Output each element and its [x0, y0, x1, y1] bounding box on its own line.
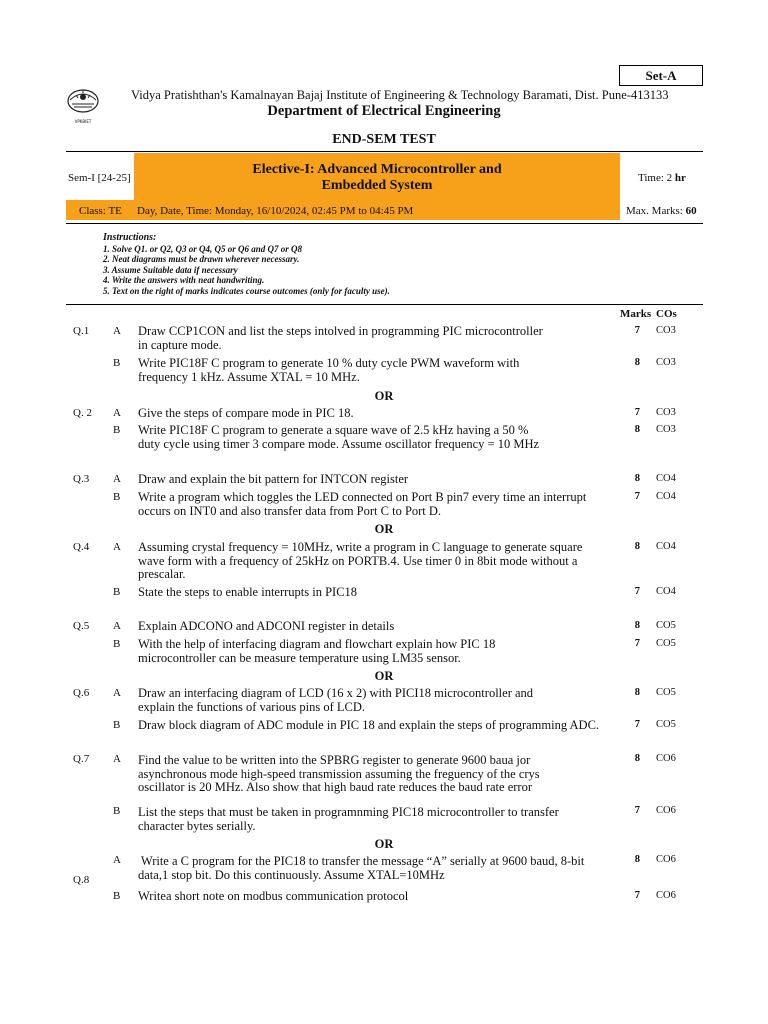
course-outcome: CO6: [656, 854, 676, 865]
divider: [66, 304, 703, 305]
question-marks: 8: [634, 473, 640, 484]
question-text: Write a program which toggles the LED connected on Port B pin7 every time an interrupt occurs on INT0 and also transfer data from Port C to Port D.: [138, 490, 587, 518]
question-text: Give the steps of compare mode in PIC 18.: [138, 406, 354, 420]
course-outcome: CO4: [656, 491, 676, 502]
divider: [66, 151, 703, 152]
question-marks: 8: [634, 620, 640, 631]
course-outcome: CO4: [656, 586, 676, 597]
set-label: Set-A: [619, 65, 703, 86]
course-outcome: CO6: [656, 805, 676, 816]
question-text: Draw an interfacing diagram of LCD (16 x 2) with PICI18 microcontroller and explain the functions of various pins of LCD.: [138, 686, 534, 714]
course-outcome: CO3: [656, 357, 676, 368]
question-number: Q.8: [73, 874, 90, 886]
class-label: Class: TE: [79, 205, 122, 217]
course-outcome: CO4: [656, 473, 676, 484]
question-text: Draw CCP1CON and list the steps intolved in programming PIC microcontroller in capture mode.: [138, 324, 543, 352]
question-text: Writea short note on modbus communication protocol: [138, 889, 409, 903]
course-outcome: CO4: [656, 541, 676, 552]
instruction-item: 3. Assume Suitable data if necessary: [103, 264, 238, 275]
institute-name: Vidya Pratishthan's Kamalnayan Bajaj Institute of Engineering & Technology Baramati, Dist. Pune-413133: [131, 88, 669, 102]
question-marks: 7: [634, 586, 640, 597]
sub-question-label: A: [113, 407, 121, 419]
instructions: [103, 233, 390, 297]
department-name: Department of Electrical Engineering: [267, 103, 501, 119]
sub-question-label: A: [113, 687, 121, 699]
question-marks: 7: [634, 638, 640, 649]
course-outcome: CO5: [656, 687, 676, 698]
instruction-item: 5. Text on the right of marks indicates course outcomes (only for faculty use).: [103, 285, 390, 296]
course-outcome: CO5: [656, 719, 676, 730]
question-number: Q. 2: [73, 407, 92, 419]
cos-column-header: COs: [656, 308, 677, 320]
question-number: Q.3: [73, 473, 90, 485]
sub-question-label: A: [113, 473, 121, 485]
question-text: Write a C program for the PIC18 to transfer the message “A” serially at 9600 baud, 8-bit data,1 stop bit. Do this continuously. Assume XTAL=10MHz: [138, 854, 585, 882]
semester-label: Sem-I [24-25]: [68, 172, 131, 184]
course-outcome: CO3: [656, 407, 676, 418]
sub-question-label: A: [113, 753, 121, 765]
question-marks: 7: [634, 325, 640, 336]
question-marks: 7: [634, 890, 640, 901]
instruction-item: 2. Neat diagrams must be drawn wherever necessary.: [103, 254, 300, 265]
question-marks: 8: [634, 424, 640, 435]
max-marks: Max. Marks: 60: [626, 205, 697, 217]
instruction-item: 1. Solve Q1. or Q2, Q3 or Q4, Q5 or Q6 and Q7 or Q8: [103, 243, 303, 254]
sub-question-label: B: [113, 357, 121, 369]
sub-question-label: B: [113, 424, 121, 436]
sub-question-label: B: [113, 586, 121, 598]
sub-question-label: A: [113, 620, 121, 632]
exam-duration: Time: 2 hr: [638, 172, 686, 184]
question-text: With the help of interfacing diagram and flowchart explain how PIC 18 microcontroller can be measure temperature using LM35 sensor.: [138, 637, 496, 665]
question-text: Assuming crystal frequency = 10MHz, write a program in C language to generate square wave form with a frequency of 25kHz on PORTB.4. Use timer 0 in 8bit mode without a prescalar.: [138, 540, 583, 581]
or-separator: OR: [374, 389, 394, 403]
question-number: Q.4: [73, 541, 90, 553]
instructions-title: Instructions:: [103, 232, 157, 243]
subject-title: Elective-I: Advanced Microcontroller and Embedded System: [252, 162, 502, 193]
sub-question-label: B: [113, 719, 121, 731]
course-outcome: CO3: [656, 424, 676, 435]
sub-question-label: A: [113, 541, 121, 553]
question-number: Q.7: [73, 753, 90, 765]
sub-question-label: B: [113, 890, 121, 902]
question-text: Explain ADCONO and ADCONI register in details: [138, 619, 395, 633]
sub-question-label: B: [113, 805, 121, 817]
question-marks: 8: [634, 357, 640, 368]
question-text: Write PIC18F C program to generate a square wave of 2.5 kHz having a 50 % duty cycle using timer 3 compare mode. Assume oscillator frequency = 10 MHz: [138, 423, 540, 451]
question-marks: 8: [634, 541, 640, 552]
marks-column-header: Marks: [620, 308, 652, 320]
exam-schedule: Day, Date, Time: Monday, 16/10/2024, 02:45 PM to 04:45 PM: [137, 205, 414, 217]
course-outcome: CO6: [656, 753, 676, 764]
question-text: State the steps to enable interrupts in PIC18: [138, 585, 358, 599]
question-text: Draw block diagram of ADC module in PIC 18 and explain the steps of programming ADC.: [138, 718, 600, 732]
instruction-item: 4. Write the answers with neat handwriting.: [103, 275, 265, 286]
question-number: Q.5: [73, 620, 90, 632]
question-marks: 8: [634, 753, 640, 764]
question-marks: 7: [634, 491, 640, 502]
course-outcome: CO3: [656, 325, 676, 336]
sub-question-label: B: [113, 491, 121, 503]
question-marks: 8: [634, 687, 640, 698]
logo-caption: VPKBIET: [74, 119, 92, 124]
or-separator: OR: [374, 669, 394, 683]
sub-question-label: A: [113, 854, 121, 866]
or-separator: OR: [374, 522, 394, 536]
divider: [66, 223, 703, 224]
sub-question-label: B: [113, 638, 121, 650]
question-marks: 7: [634, 719, 640, 730]
course-outcome: CO6: [656, 890, 676, 901]
question-marks: 7: [634, 407, 640, 418]
or-separator: OR: [374, 837, 394, 851]
question-marks: 7: [634, 805, 640, 816]
sub-question-label: A: [113, 325, 121, 337]
course-outcome: CO5: [656, 638, 676, 649]
question-number: Q.1: [73, 325, 90, 337]
question-text: Write PIC18F C program to generate 10 % duty cycle PWM waveform with frequency 1 kHz. Assume XTAL = 10 MHz.: [138, 356, 520, 384]
course-outcome: CO5: [656, 620, 676, 631]
question-text: List the steps that must be taken in programnming PIC18 microcontroller to transfer character bytes serially.: [138, 805, 559, 833]
question-text: Find the value to be written into the SPBRG register to generate 9600 baua jor asynchronous mode high-speed transmission assuming the freguency of the crys oscillator is 20 MHz. Also show that high baud rate reduces the baud rate error: [138, 753, 540, 794]
question-text: Draw and explain the bit pattern for INTCON register: [138, 472, 409, 486]
question-marks: 8: [634, 854, 640, 865]
question-number: Q.6: [73, 687, 90, 699]
test-title: END-SEM TEST: [332, 132, 436, 147]
